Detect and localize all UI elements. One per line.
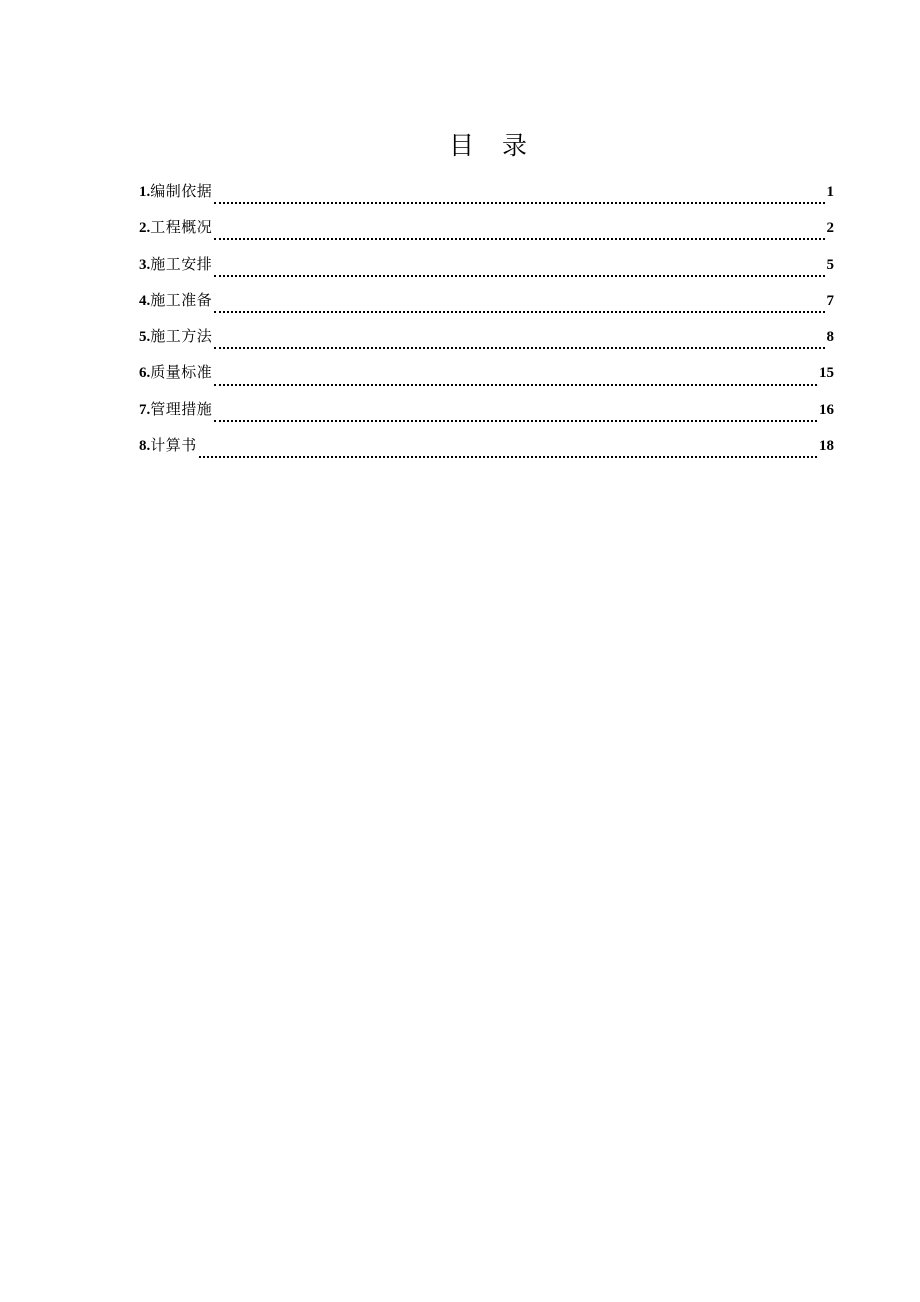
toc-dot-leader [214, 374, 817, 388]
toc-entry[interactable] [139, 178, 834, 214]
toc-entry-text: 施工准备 [150, 290, 213, 309]
toc-entry-text: 管理措施 [150, 399, 213, 418]
toc-entry-number: 7. [139, 401, 151, 418]
toc-entry-page: 2 [826, 220, 834, 237]
toc-entry-number: 1. [139, 184, 151, 200]
toc-entry-number: 2. [139, 220, 151, 237]
toc-dot-leader [214, 192, 824, 206]
toc-entry[interactable] [139, 214, 834, 250]
toc-entry-number: 5. [139, 329, 151, 346]
toc-entry-label [139, 251, 212, 278]
table-of-contents [139, 178, 834, 468]
toc-entry-page: 16 [819, 401, 834, 418]
toc-entry-text: 工程概况 [150, 218, 213, 237]
toc-dot-leader [214, 410, 817, 424]
toc-entry-text: 施工安排 [150, 254, 213, 273]
toc-dot-leader [214, 265, 824, 279]
toc-entry-page: 5 [826, 256, 834, 273]
toc-dot-leader [214, 228, 824, 242]
toc-title-part1: 目 [448, 131, 474, 160]
toc-entry[interactable] [139, 251, 834, 287]
toc-entry-text: 编制依据 [150, 182, 213, 200]
toc-entry-number: 8. [139, 438, 151, 455]
toc-entry[interactable] [139, 359, 834, 395]
toc-entry-label [139, 214, 212, 241]
toc-dot-leader [199, 446, 817, 460]
toc-entry-label [139, 432, 197, 459]
toc-entry[interactable] [139, 432, 834, 468]
toc-entry-text: 计算书 [150, 436, 197, 455]
toc-dot-leader [214, 301, 824, 315]
toc-title [0, 128, 920, 164]
toc-entry[interactable] [139, 287, 834, 323]
toc-entry-number: 6. [139, 365, 151, 382]
toc-title-part2: 录 [502, 131, 528, 160]
toc-entry-page: 18 [819, 438, 834, 455]
toc-entry[interactable] [139, 396, 834, 432]
toc-entry-label [139, 323, 212, 350]
toc-entry-page: 1 [826, 184, 834, 200]
toc-entry-label [139, 396, 212, 423]
toc-entry-number: 3. [139, 256, 151, 273]
toc-entry-page: 15 [819, 365, 834, 382]
toc-entry[interactable] [139, 323, 834, 359]
toc-entry-page: 7 [826, 292, 834, 309]
toc-entry-label [139, 178, 212, 205]
toc-entry-number: 4. [139, 292, 151, 309]
toc-dot-leader [214, 337, 824, 351]
toc-entry-label [139, 287, 212, 314]
toc-entry-text: 质量标准 [150, 363, 213, 382]
toc-entry-text: 施工方法 [150, 327, 213, 346]
toc-entry-label [139, 359, 212, 386]
toc-entry-page: 8 [826, 329, 834, 346]
